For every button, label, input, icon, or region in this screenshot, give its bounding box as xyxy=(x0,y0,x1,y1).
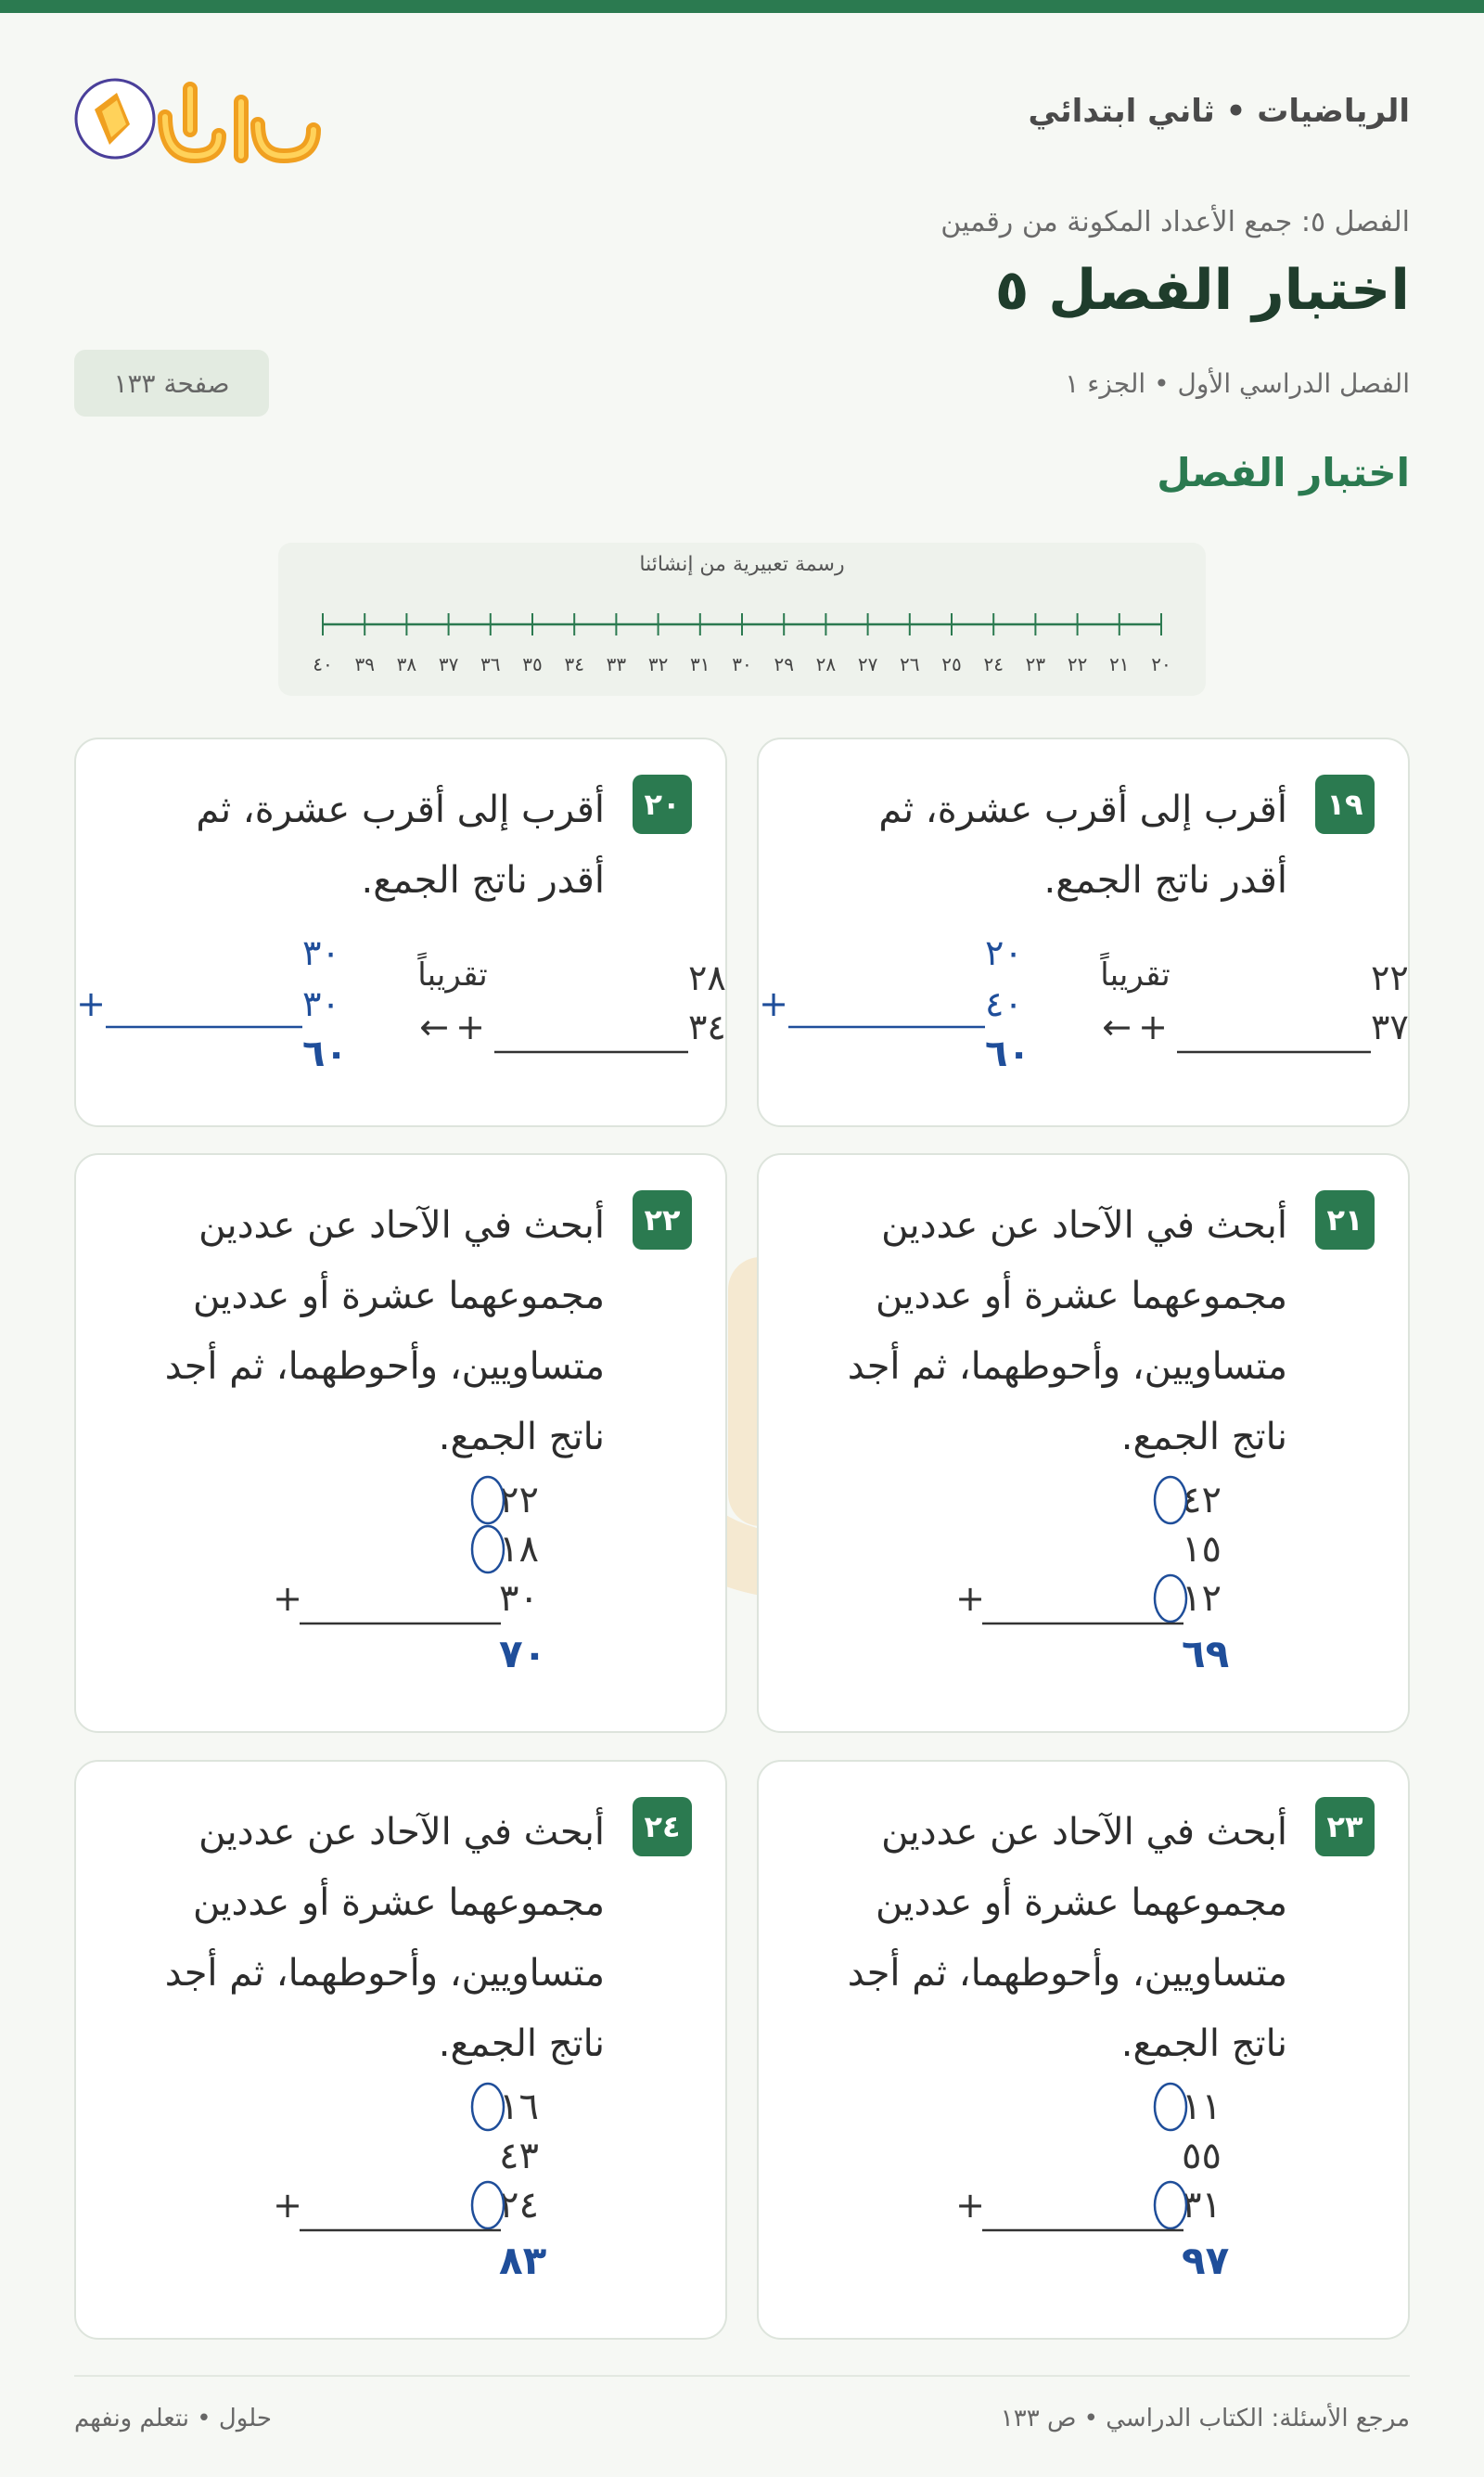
original-addend: ٢٨ xyxy=(688,957,725,998)
number-line-tick-label: ٢٩ xyxy=(774,653,794,675)
question-card-23 xyxy=(757,1760,1410,2340)
footer-divider xyxy=(74,2375,1410,2377)
term-info: الفصل الدراسي الأول • الجزء ١ xyxy=(1065,368,1410,399)
question-text: أبحث في الآحاد عن عددين مجموعهما عشرة أو عددين متساويين، وأحوطهما، ثم أجد ناتج الجمع. xyxy=(164,1204,605,1458)
hulul-logo[interactable] xyxy=(74,65,334,167)
addend: ٢٤ xyxy=(499,2184,539,2227)
question-text: أقرب إلى أقرب عشرة، ثم أقدر ناتج الجمع. xyxy=(196,789,605,902)
page-header xyxy=(74,65,1410,167)
question-number-badge: ٢٠ xyxy=(633,775,692,834)
estimated-sum: ٦٠ xyxy=(985,1033,1030,1075)
addend: ١٥ xyxy=(1182,1528,1222,1571)
plus-sign: + xyxy=(759,983,788,1024)
rounded-addend: ٣٠ xyxy=(302,983,340,1024)
footer-brand: حلول • نتعلم ونفهم xyxy=(74,2405,272,2432)
question-number-badge: ٢٢ xyxy=(633,1190,692,1250)
addend: ٣١ xyxy=(1182,2184,1222,2227)
arrow-icon: ← xyxy=(1102,1007,1132,1047)
question-number-badge: ٢١ xyxy=(1315,1190,1375,1250)
plus-sign: + xyxy=(955,2185,985,2226)
original-addend: ٣٤ xyxy=(688,1007,725,1047)
number-line-tick-label: ٢٨ xyxy=(815,653,837,675)
number-line-tick-label: ٢٧ xyxy=(857,653,878,675)
number-line-tick-label: ٣٨ xyxy=(396,653,417,675)
sum-result: ٩٧ xyxy=(1182,2238,1230,2283)
top-accent-bar xyxy=(0,0,1484,13)
question-text: أبحث في الآحاد عن عددين مجموعهما عشرة أو عددين متساويين، وأحوطهما، ثم أجد ناتج الجمع. xyxy=(847,1811,1287,2065)
sum-result: ٨٣ xyxy=(499,2238,547,2283)
rounded-addend: ٢٠ xyxy=(985,932,1023,973)
subject-label: الرياضيات • ثاني ابتدائي xyxy=(1028,93,1410,130)
page-number-badge: صفحة ١٣٣ xyxy=(74,350,269,417)
number-line-tick-label: ٤٠ xyxy=(313,653,333,675)
number-line-tick-label: ٢٣ xyxy=(1025,653,1046,675)
number-line-tick-label: ٣٧ xyxy=(438,653,459,675)
rounded-addend: ٣٠ xyxy=(302,932,340,973)
addend: ١٢ xyxy=(1182,1577,1222,1620)
addend: ١١ xyxy=(1182,2086,1222,2128)
number-line xyxy=(278,543,1206,696)
number-line-tick-label: ٣٣ xyxy=(606,653,627,675)
plus-sign: + xyxy=(273,1578,302,1619)
addend: ١٨ xyxy=(499,1528,539,1571)
page-title: اختبار الفصل ٥ xyxy=(994,258,1410,323)
plus-sign: + xyxy=(1138,1007,1168,1047)
number-line-tick-label: ٢٢ xyxy=(1067,653,1088,675)
question-card-19 xyxy=(757,738,1410,1127)
number-line-tick-label: ٣٥ xyxy=(522,653,543,675)
plus-sign: + xyxy=(76,983,106,1024)
number-line-tick-label: ٢٤ xyxy=(983,653,1004,675)
question-text: أقرب إلى أقرب عشرة، ثم أقدر ناتج الجمع. xyxy=(878,789,1287,902)
question-number-badge: ٢٤ xyxy=(633,1797,692,1856)
original-addend: ٢٢ xyxy=(1371,957,1408,998)
addend: ٥٥ xyxy=(1182,2135,1222,2177)
approx-label: تقريباً xyxy=(417,956,488,994)
number-line-figure xyxy=(278,543,1206,696)
number-line-tick-label: ٣٤ xyxy=(564,653,584,675)
section-title: اختبار الفصل xyxy=(1157,450,1410,495)
number-line-tick-label: ٣١ xyxy=(690,653,710,675)
question-card-20 xyxy=(74,738,727,1127)
sum-result: ٧٠ xyxy=(499,1631,547,1676)
number-line-tick-label: ٣٢ xyxy=(647,653,669,675)
addend: ٣٠ xyxy=(499,1577,539,1620)
question-card-24 xyxy=(74,1760,727,2340)
plus-sign: + xyxy=(955,1578,985,1619)
number-line-tick-label: ٣٦ xyxy=(480,653,501,675)
estimated-sum: ٦٠ xyxy=(302,1033,348,1075)
chapter-subtitle: الفصل ٥: جمع الأعداد المكونة من رقمين xyxy=(940,206,1410,238)
number-line-tick-label: ٢١ xyxy=(1109,653,1130,675)
question-card-22 xyxy=(74,1153,727,1733)
rounded-addend: ٤٠ xyxy=(985,983,1023,1024)
question-text: أبحث في الآحاد عن عددين مجموعهما عشرة أو عددين متساويين، وأحوطهما، ثم أجد ناتج الجمع. xyxy=(164,1811,605,2065)
addend: ١٦ xyxy=(499,2086,539,2128)
plus-sign: + xyxy=(273,2185,302,2226)
question-card-21 xyxy=(757,1153,1410,1733)
number-line-tick-label: ٢٠ xyxy=(1151,653,1171,675)
addend: ٤٢ xyxy=(1182,1479,1222,1521)
original-addend: ٣٧ xyxy=(1371,1007,1408,1047)
number-line-tick-label: ٣٠ xyxy=(732,653,752,675)
number-line-tick-label: ٢٦ xyxy=(900,653,920,675)
number-line-tick-label: ٢٥ xyxy=(941,653,962,675)
question-number-badge: ١٩ xyxy=(1315,775,1375,834)
question-number-badge: ٢٣ xyxy=(1315,1797,1375,1856)
plus-sign: + xyxy=(455,1007,485,1047)
addend: ٢٢ xyxy=(499,1479,539,1521)
arrow-icon: ← xyxy=(419,1007,449,1047)
approx-label: تقريباً xyxy=(1100,956,1171,994)
question-text: أبحث في الآحاد عن عددين مجموعهما عشرة أو عددين متساويين، وأحوطهما، ثم أجد ناتج الجمع. xyxy=(847,1204,1287,1458)
number-line-tick-label: ٣٩ xyxy=(354,653,375,675)
addend: ٤٣ xyxy=(499,2135,539,2177)
number-line-caption: رسمة تعبيرية من إنشائنا xyxy=(639,553,845,576)
sum-result: ٦٩ xyxy=(1182,1631,1230,1676)
footer-reference: مرجع الأسئلة: الكتاب الدراسي • ص ١٣٣ xyxy=(1000,2405,1410,2432)
